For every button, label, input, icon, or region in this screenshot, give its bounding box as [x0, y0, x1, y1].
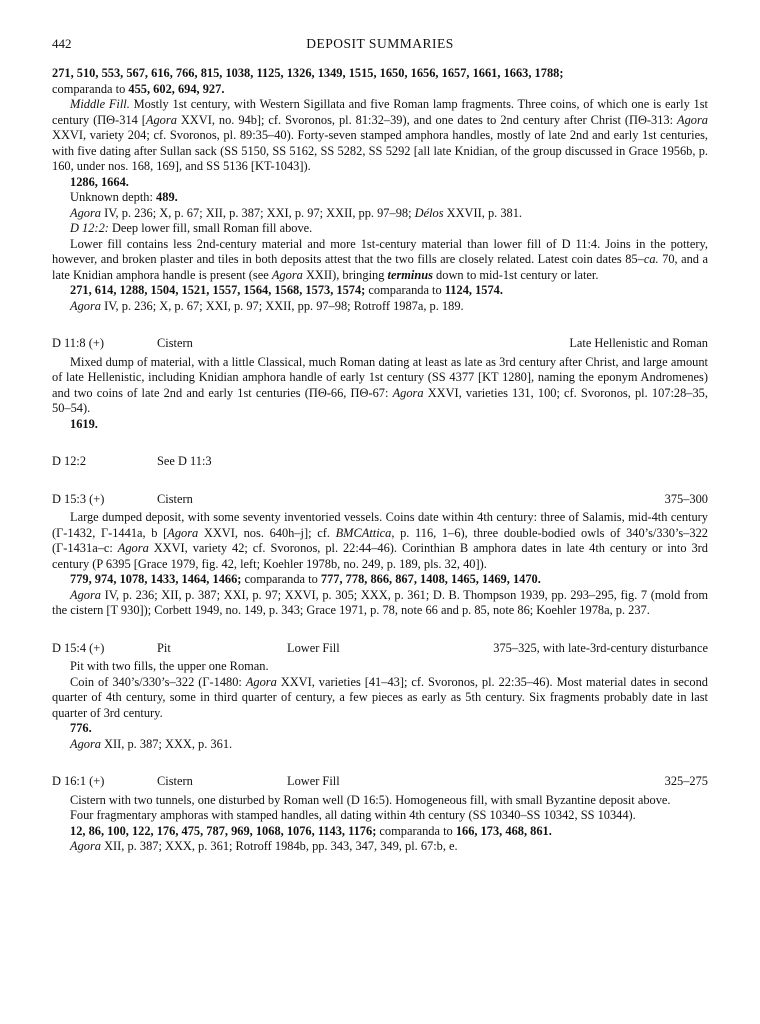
deposit-entry-d11-8 [52, 336, 708, 432]
catalog-numbers: 271, 510, 553, 567, 616, 766, 815, 1038, 1125, 1326, 1349, 1515, 1650, 1656, 1657, 1661, 1663, 1788; comparanda to 455, 602, 694, 927. [52, 66, 564, 96]
entry-catalog: 779, 974, 1078, 1433, 1464, 1466; comparanda to 777, 778, 866, 867, 1408, 1465, 1469, 1470. [70, 572, 541, 586]
entry-header [52, 454, 708, 470]
deposit-id: D 15:3 (+) [52, 491, 105, 506]
lower-fill-catalog: 271, 614, 1288, 1504, 1521, 1557, 1564, 1568, 1573, 1574; comparanda to 1124, 1574. [70, 283, 503, 297]
entry-catalog: 776. [70, 721, 92, 735]
entry-header [52, 336, 708, 352]
entry-catalog: 1619. [70, 416, 98, 431]
continued-entry [52, 66, 708, 314]
bibliography: Agora IV, p. 236; XII, p. 387; XXI, p. 97; XXVI, p. 305; XXX, p. 361; D. B. Thompson 1939, pp. 293–295, fig. 7 (mold from the cistern [T 930]); Corbett 1949, no. 149, p. 343; Grace 1971, p. 78, note 66 and p. 85, note 86; Koehler 1978a, p. 237. [52, 587, 708, 617]
deposit-date: 325–275 [664, 774, 708, 788]
running-title: DEPOSIT SUMMARIES [306, 36, 454, 51]
deposit-id: D 15:4 (+) [52, 640, 105, 655]
entry-description: Mixed dump of material, with a little Classical, much Roman dating at least as late as 3rd century after Christ, and large amount of late Hellenistic, including Knidian amphora handle of early 1st century (SS 4377 [KT 1280], naming the eponym Andromenes) and two coins of late 2nd and early 1st centuries (ΠΘ-66, ΠΘ-67: Agora XXVI, varieties 131, 100; cf. Svoronos, pl. 107:28–35, 50–54). [52, 354, 708, 415]
entry-catalog: 12, 86, 100, 122, 176, 475, 787, 969, 1068, 1076, 1143, 1176; comparanda to 166, 173, 468, 861. [70, 823, 552, 838]
cross-reference: See D 11:3 [157, 454, 212, 468]
deposit-id: D 11:8 (+) [52, 336, 104, 350]
entry-description: Four fragmentary amphoras with stamped handles, all dating within 4th century (SS 10340–SS 10342, SS 10344). [70, 808, 636, 822]
deposit-type: Cistern [157, 336, 193, 350]
entry-description: Large dumped deposit, with some seventy inventoried vessels. Coins date within 4th century: three of Salamis, mid-4th century (Γ-1432, Γ-1441a, b [Agora XXVI, nos. 640h–j]; cf. BMCAttica, p. 116, 1–6), three double-bodied owls of 340’s/330’s–322 (Γ-1431a–c: Agora XXVI, variety 42; cf. Svoronos, pl. 22:44–46). Corinthian B amphora dates in late 4th century or into 3rd century (P 6395 [Grace 1979, fig. 42, left; Koehler 1978b, no. 249, p. 189, pls. 32, 40]). [52, 510, 709, 571]
entry-description: Pit with two fills, the upper one Roman. [70, 659, 269, 673]
deposit-id: D 12:2 [52, 454, 87, 468]
deposit-date: 375–325, with late-3rd-century disturbance [493, 640, 708, 655]
entry-description: Coin of 340’s/330’s–322 (Γ-1480: Agora XXVI, varieties [41–43]; cf. Svoronos, pl. 22:35–46). Most material dates in second quarter of 4th century, some in third quarter of century, a few pieces as early as 5th century. Six fragments probably date in last quarter of 3rd century. [52, 674, 709, 720]
deposit-fill: Lower Fill [287, 640, 340, 655]
entry-header [52, 641, 708, 657]
deposit-entry-d15-4 [52, 641, 708, 753]
deposit-type: Cistern [157, 491, 193, 506]
deposit-fill: Lower Fill [287, 774, 340, 788]
page-number: 442 [52, 36, 72, 51]
middle-fill-catalog: 1286, 1664. [70, 174, 129, 189]
bibliography: Agora IV, p. 236; X, p. 67; XXI, p. 97; XXII, pp. 97–98; Rotroff 1987a, p. 189. [70, 298, 464, 313]
bibliography: Agora XII, p. 387; XXX, p. 361; Rotroff 1984b, pp. 343, 347, 349, pl. 67:b, e. [70, 839, 458, 853]
deposit-entry-d12-2 [52, 454, 708, 470]
deposit-entry-d15-3 [52, 492, 708, 619]
bibliography: Agora IV, p. 236; X, p. 67; XII, p. 387; XXI, p. 97; XXII, pp. 97–98; Délos XXVII, p. 381. [70, 205, 523, 220]
deposit-type: Pit [157, 640, 171, 655]
lower-fill-paragraph: Lower fill contains less 2nd-century material and more 1st-century material than lower fill of D 11:4. Joins in the pottery, however, and broken plaster and tiles in both deposits attest that the two fills are closely related. Latest coin dates 85–ca. 70, and a late Knidian amphora handle is present (see Agora XXII), bringing terminus down to mid-1st century or later. [52, 236, 709, 282]
entry-header [52, 492, 708, 508]
bibliography: Agora XII, p. 387; XXX, p. 361. [70, 736, 233, 751]
middle-fill-paragraph: Middle Fill. Mostly 1st century, with Western Sigillata and five Roman lamp fragments. Three coins, of which one is early 1st century (ΠΘ-314 [Agora XXVI, no. 94b]; cf. Svoronos, pl. 81:32–39), and one dates to 2nd century after Christ (ΠΘ-313: Agora XXVI, variety 204; cf. Svoronos, pl. 89:35–40). Forty-seven stamped amphora handles, mostly of late 2nd and early 1st centuries, with five dating after Sullan sack (SS 5150, SS 5162, SS 5282, SS 5292 [all late Knidian, of the group discussed in Grace 1956b, p. 160, under nos. 168, 169], and SS 5136 [KT-1043]). [52, 97, 708, 173]
deposit-type: Cistern [157, 774, 193, 788]
entry-header [52, 774, 708, 790]
entry-description: Cistern with two tunnels, one disturbed by Roman well (D 16:5). Homogeneous fill, with small Byzantine deposit above. [70, 792, 671, 807]
running-header [52, 36, 708, 56]
deposit-date: 375–300 [664, 491, 708, 506]
deposit-id: D 16:1 (+) [52, 774, 105, 788]
deposit-entry-d16-1 [52, 774, 708, 855]
subdeposit-note: D 12:2: Deep lower fill, small Roman fill above. [70, 221, 313, 235]
unknown-depth: Unknown depth: 489. [70, 190, 178, 204]
page [52, 36, 708, 855]
deposit-date: Late Hellenistic and Roman [569, 336, 708, 350]
